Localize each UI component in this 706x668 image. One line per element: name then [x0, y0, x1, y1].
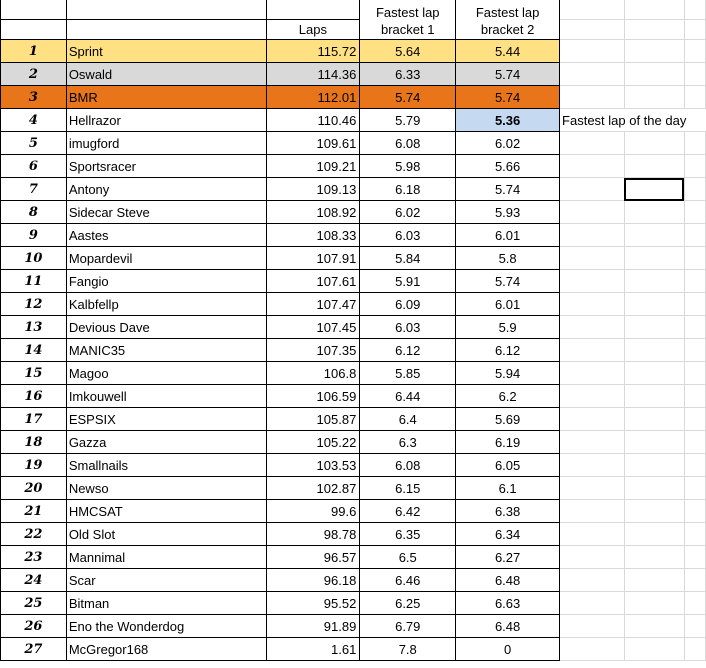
cell[interactable] — [684, 615, 705, 638]
bracket1-cell[interactable]: 5.79 — [360, 109, 456, 132]
rank-cell[interactable]: 8 — [1, 201, 67, 224]
cell[interactable] — [684, 40, 705, 63]
rank-cell[interactable]: 14 — [1, 339, 67, 362]
cell[interactable] — [624, 339, 684, 362]
cell[interactable] — [624, 408, 684, 431]
bracket1-cell[interactable]: 5.64 — [360, 40, 456, 63]
cell[interactable] — [684, 224, 705, 247]
rank-cell[interactable]: 6 — [1, 155, 67, 178]
cell[interactable] — [560, 86, 625, 109]
laps-cell[interactable]: 98.78 — [266, 523, 360, 546]
cell[interactable] — [684, 247, 705, 270]
rank-cell[interactable]: 17 — [1, 408, 67, 431]
cell[interactable] — [684, 477, 705, 500]
bracket2-cell[interactable]: 5.9 — [456, 316, 560, 339]
rank-cell[interactable]: 9 — [1, 224, 67, 247]
cell[interactable] — [624, 63, 684, 86]
header-bracket2-line1[interactable]: Fastest lap — [456, 0, 560, 20]
table-row — [1, 339, 706, 362]
table-row — [1, 523, 706, 546]
bracket2-cell[interactable]: 6.63 — [456, 592, 560, 615]
cell[interactable] — [560, 0, 625, 20]
cell[interactable] — [560, 431, 625, 454]
laps-cell[interactable]: 107.35 — [266, 339, 360, 362]
rank-cell[interactable]: 25 — [1, 592, 67, 615]
cell[interactable] — [684, 86, 705, 109]
bracket1-cell[interactable]: 6.44 — [360, 385, 456, 408]
bracket1-cell[interactable]: 6.09 — [360, 293, 456, 316]
rank-cell[interactable]: 3 — [1, 86, 67, 109]
cell[interactable] — [684, 178, 705, 201]
cell[interactable] — [624, 477, 684, 500]
cell[interactable] — [684, 270, 705, 293]
cell[interactable] — [560, 477, 625, 500]
cell[interactable] — [684, 385, 705, 408]
bracket2-cell[interactable]: 5.93 — [456, 201, 560, 224]
driver-name-cell[interactable]: Mopardevil — [66, 247, 266, 270]
cell[interactable] — [560, 454, 625, 477]
cell[interactable] — [560, 523, 625, 546]
cell[interactable] — [684, 638, 705, 661]
cell[interactable] — [684, 431, 705, 454]
rank-cell[interactable]: 15 — [1, 362, 67, 385]
cell[interactable] — [560, 201, 625, 224]
header-laps[interactable]: Laps — [266, 20, 360, 40]
bracket1-cell[interactable]: 6.33 — [360, 63, 456, 86]
cell[interactable] — [684, 569, 705, 592]
bracket2-cell[interactable]: 5.94 — [456, 362, 560, 385]
table-row — [1, 270, 706, 293]
table-row — [1, 500, 706, 523]
cell[interactable] — [624, 431, 684, 454]
rank-cell[interactable]: 19 — [1, 454, 67, 477]
bracket1-cell[interactable]: 5.84 — [360, 247, 456, 270]
laps-cell[interactable]: 112.01 — [266, 86, 360, 109]
header-name-cell-2[interactable] — [66, 20, 266, 40]
bracket1-cell[interactable]: 6.35 — [360, 523, 456, 546]
cell[interactable] — [624, 454, 684, 477]
cell[interactable] — [684, 155, 705, 178]
bracket1-cell[interactable]: 6.15 — [360, 477, 456, 500]
fastest-lap-cell[interactable]: 5.36 — [456, 109, 560, 132]
driver-name-cell[interactable]: Sprint — [66, 40, 266, 63]
table-row — [1, 569, 706, 592]
header-bracket1-line2[interactable]: bracket 1 — [360, 20, 456, 40]
driver-name-cell[interactable]: Old Slot — [66, 523, 266, 546]
cell[interactable] — [684, 0, 705, 20]
cell[interactable] — [684, 316, 705, 339]
cell[interactable] — [684, 546, 705, 569]
cell[interactable] — [684, 454, 705, 477]
cell[interactable] — [684, 592, 705, 615]
bracket2-cell[interactable]: 6.27 — [456, 546, 560, 569]
table-row — [1, 615, 706, 638]
laps-cell[interactable]: 107.47 — [266, 293, 360, 316]
table-row — [1, 316, 706, 339]
laps-cell[interactable]: 96.57 — [266, 546, 360, 569]
cell[interactable] — [624, 155, 684, 178]
header-rank-cell-2[interactable] — [1, 20, 67, 40]
table-row — [1, 385, 706, 408]
table-row — [1, 362, 706, 385]
cell[interactable] — [624, 20, 684, 40]
laps-cell[interactable]: 108.92 — [266, 201, 360, 224]
laps-cell[interactable]: 114.36 — [266, 63, 360, 86]
bracket2-cell[interactable]: 6.01 — [456, 293, 560, 316]
table-row — [1, 477, 706, 500]
cell[interactable] — [624, 615, 684, 638]
laps-cell[interactable]: 110.46 — [266, 109, 360, 132]
driver-name-cell[interactable]: Hellrazor — [66, 109, 266, 132]
table-row — [1, 155, 706, 178]
cell[interactable] — [684, 500, 705, 523]
cell[interactable] — [560, 362, 625, 385]
bracket2-cell[interactable]: 5.74 — [456, 270, 560, 293]
cell[interactable] — [560, 20, 625, 40]
bracket2-cell[interactable]: 5.66 — [456, 155, 560, 178]
driver-name-cell[interactable]: ESPSIX — [66, 408, 266, 431]
rank-cell[interactable]: 1 — [1, 40, 67, 63]
laps-cell[interactable]: 1.61 — [266, 638, 360, 661]
bracket2-cell[interactable]: 6.19 — [456, 431, 560, 454]
driver-name-cell[interactable]: Gazza — [66, 431, 266, 454]
driver-name-cell[interactable]: Sidecar Steve — [66, 201, 266, 224]
driver-name-cell[interactable]: BMR — [66, 86, 266, 109]
bracket2-cell[interactable]: 6.38 — [456, 500, 560, 523]
laps-cell[interactable]: 105.87 — [266, 408, 360, 431]
bracket2-cell[interactable]: 5.74 — [456, 178, 560, 201]
rank-cell[interactable]: 10 — [1, 247, 67, 270]
selected-cell[interactable] — [624, 178, 684, 201]
rank-cell[interactable]: 21 — [1, 500, 67, 523]
header-rank-cell[interactable] — [1, 0, 67, 20]
cell[interactable] — [560, 293, 625, 316]
rank-cell[interactable]: 18 — [1, 431, 67, 454]
cell[interactable] — [560, 546, 625, 569]
cell[interactable] — [560, 339, 625, 362]
driver-name-cell[interactable]: imugford — [66, 132, 266, 155]
laps-cell[interactable]: 95.52 — [266, 592, 360, 615]
laps-cell[interactable]: 107.45 — [266, 316, 360, 339]
rank-cell[interactable]: 11 — [1, 270, 67, 293]
cell[interactable] — [684, 63, 705, 86]
laps-cell[interactable]: 91.89 — [266, 615, 360, 638]
bracket2-cell[interactable]: 6.02 — [456, 132, 560, 155]
cell[interactable] — [684, 408, 705, 431]
cell[interactable] — [624, 385, 684, 408]
rank-cell[interactable]: 26 — [1, 615, 67, 638]
cell[interactable] — [624, 201, 684, 224]
table-row — [1, 592, 706, 615]
laps-cell[interactable]: 107.91 — [266, 247, 360, 270]
table-row — [1, 546, 706, 569]
cell[interactable] — [560, 132, 625, 155]
bracket2-cell[interactable]: 6.48 — [456, 615, 560, 638]
rank-cell[interactable]: 5 — [1, 132, 67, 155]
bracket1-cell[interactable]: 5.98 — [360, 155, 456, 178]
bracket1-cell[interactable]: 6.03 — [360, 224, 456, 247]
laps-cell[interactable]: 96.18 — [266, 569, 360, 592]
header-laps-cell[interactable] — [266, 0, 360, 20]
bracket1-cell[interactable]: 6.02 — [360, 201, 456, 224]
cell[interactable] — [624, 224, 684, 247]
bracket1-cell[interactable]: 6.79 — [360, 615, 456, 638]
fastest-lap-note[interactable]: Fastest lap of the day — [560, 109, 706, 132]
table-row — [1, 40, 706, 63]
cell[interactable] — [560, 247, 625, 270]
bracket1-cell[interactable]: 5.91 — [360, 270, 456, 293]
cell[interactable] — [624, 546, 684, 569]
cell[interactable] — [624, 362, 684, 385]
bracket2-cell[interactable]: 6.05 — [456, 454, 560, 477]
laps-cell[interactable]: 109.21 — [266, 155, 360, 178]
cell[interactable] — [560, 316, 625, 339]
cell[interactable] — [560, 500, 625, 523]
cell[interactable] — [560, 155, 625, 178]
cell[interactable] — [624, 638, 684, 661]
rank-cell[interactable]: 23 — [1, 546, 67, 569]
cell[interactable] — [624, 86, 684, 109]
bracket1-cell[interactable]: 6.42 — [360, 500, 456, 523]
bracket1-cell[interactable]: 6.18 — [360, 178, 456, 201]
driver-name-cell[interactable]: MANIC35 — [66, 339, 266, 362]
driver-name-cell[interactable]: Magoo — [66, 362, 266, 385]
driver-name-cell[interactable]: Scar — [66, 569, 266, 592]
laps-cell[interactable]: 99.6 — [266, 500, 360, 523]
table-row — [1, 408, 706, 431]
cell[interactable] — [684, 523, 705, 546]
cell[interactable] — [684, 132, 705, 155]
laps-cell[interactable]: 108.33 — [266, 224, 360, 247]
bracket1-cell[interactable]: 6.12 — [360, 339, 456, 362]
laps-cell[interactable]: 109.61 — [266, 132, 360, 155]
cell[interactable] — [684, 20, 705, 40]
driver-name-cell[interactable]: Aastes — [66, 224, 266, 247]
cell[interactable] — [624, 40, 684, 63]
laps-cell[interactable]: 107.61 — [266, 270, 360, 293]
cell[interactable] — [560, 569, 625, 592]
driver-name-cell[interactable]: Sportsracer — [66, 155, 266, 178]
bracket2-cell[interactable]: 6.34 — [456, 523, 560, 546]
rank-cell[interactable]: 24 — [1, 569, 67, 592]
bracket2-cell[interactable]: 6.48 — [456, 569, 560, 592]
bracket2-cell[interactable]: 0 — [456, 638, 560, 661]
laps-cell[interactable]: 103.53 — [266, 454, 360, 477]
bracket1-cell[interactable]: 6.08 — [360, 132, 456, 155]
laps-cell[interactable]: 106.8 — [266, 362, 360, 385]
driver-name-cell[interactable]: McGregor168 — [66, 638, 266, 661]
rank-cell[interactable]: 2 — [1, 63, 67, 86]
cell[interactable] — [624, 569, 684, 592]
cell[interactable] — [684, 339, 705, 362]
bracket1-cell[interactable]: 6.03 — [360, 316, 456, 339]
driver-name-cell[interactable]: Oswald — [66, 63, 266, 86]
driver-name-cell[interactable]: Imkouwell — [66, 385, 266, 408]
laps-cell[interactable]: 105.22 — [266, 431, 360, 454]
laps-cell[interactable]: 102.87 — [266, 477, 360, 500]
cell[interactable] — [560, 638, 625, 661]
table-row — [1, 109, 706, 132]
bracket2-cell[interactable]: 5.44 — [456, 40, 560, 63]
laps-cell[interactable]: 109.13 — [266, 178, 360, 201]
cell[interactable] — [624, 592, 684, 615]
cell[interactable] — [560, 40, 625, 63]
driver-name-cell[interactable]: Smallnails — [66, 454, 266, 477]
bracket1-cell[interactable]: 5.74 — [360, 86, 456, 109]
driver-name-cell[interactable]: Mannimal — [66, 546, 266, 569]
bracket1-cell[interactable]: 6.25 — [360, 592, 456, 615]
cell[interactable] — [624, 270, 684, 293]
laps-cell[interactable]: 106.59 — [266, 385, 360, 408]
header-name-cell[interactable] — [66, 0, 266, 20]
cell[interactable] — [560, 178, 625, 201]
bracket1-cell[interactable]: 6.08 — [360, 454, 456, 477]
driver-name-cell[interactable]: Kalbfellp — [66, 293, 266, 316]
bracket2-cell[interactable]: 6.2 — [456, 385, 560, 408]
cell[interactable] — [684, 293, 705, 316]
bracket1-cell[interactable]: 5.85 — [360, 362, 456, 385]
cell[interactable] — [560, 270, 625, 293]
cell[interactable] — [560, 592, 625, 615]
driver-name-cell[interactable]: Antony — [66, 178, 266, 201]
header-bracket1-line1[interactable]: Fastest lap — [360, 0, 456, 20]
table-row — [1, 132, 706, 155]
laps-cell[interactable]: 115.72 — [266, 40, 360, 63]
table-row — [1, 178, 706, 201]
driver-name-cell[interactable]: Bitman — [66, 592, 266, 615]
rank-cell[interactable]: 22 — [1, 523, 67, 546]
table-row — [1, 224, 706, 247]
header-bracket2-line2[interactable]: bracket 2 — [456, 20, 560, 40]
bracket2-cell[interactable]: 5.8 — [456, 247, 560, 270]
cell[interactable] — [560, 385, 625, 408]
bracket2-cell[interactable]: 5.74 — [456, 86, 560, 109]
table-row — [1, 293, 706, 316]
cell[interactable] — [624, 247, 684, 270]
cell[interactable] — [624, 132, 684, 155]
cell[interactable] — [684, 362, 705, 385]
bracket1-cell[interactable]: 6.3 — [360, 431, 456, 454]
rank-cell[interactable]: 16 — [1, 385, 67, 408]
cell[interactable] — [560, 63, 625, 86]
cell[interactable] — [560, 408, 625, 431]
bracket2-cell[interactable]: 6.01 — [456, 224, 560, 247]
rank-cell[interactable]: 4 — [1, 109, 67, 132]
bracket1-cell[interactable]: 6.5 — [360, 546, 456, 569]
table-row — [1, 638, 706, 661]
bracket1-cell[interactable]: 7.8 — [360, 638, 456, 661]
bracket1-cell[interactable]: 6.46 — [360, 569, 456, 592]
table-row — [1, 431, 706, 454]
driver-name-cell[interactable]: Newso — [66, 477, 266, 500]
driver-name-cell[interactable]: Eno the Wonderdog — [66, 615, 266, 638]
table-row — [1, 454, 706, 477]
bracket2-cell[interactable]: 5.69 — [456, 408, 560, 431]
driver-name-cell[interactable]: HMCSAT — [66, 500, 266, 523]
cell[interactable] — [624, 316, 684, 339]
cell[interactable] — [624, 523, 684, 546]
bracket2-cell[interactable]: 6.1 — [456, 477, 560, 500]
bracket2-cell[interactable]: 6.12 — [456, 339, 560, 362]
driver-name-cell[interactable]: Fangio — [66, 270, 266, 293]
table-row — [1, 86, 706, 109]
rank-cell[interactable]: 20 — [1, 477, 67, 500]
table-row — [1, 63, 706, 86]
table-row — [1, 201, 706, 224]
rank-cell[interactable]: 27 — [1, 638, 67, 661]
bracket2-cell[interactable]: 5.74 — [456, 63, 560, 86]
bracket1-cell[interactable]: 6.4 — [360, 408, 456, 431]
rank-cell[interactable]: 13 — [1, 316, 67, 339]
cell[interactable] — [560, 615, 625, 638]
cell[interactable] — [624, 0, 684, 20]
rank-cell[interactable]: 7 — [1, 178, 67, 201]
cell[interactable] — [560, 224, 625, 247]
cell[interactable] — [624, 293, 684, 316]
driver-name-cell[interactable]: Devious Dave — [66, 316, 266, 339]
rank-cell[interactable]: 12 — [1, 293, 67, 316]
cell[interactable] — [684, 201, 705, 224]
cell[interactable] — [624, 500, 684, 523]
table-row — [1, 247, 706, 270]
